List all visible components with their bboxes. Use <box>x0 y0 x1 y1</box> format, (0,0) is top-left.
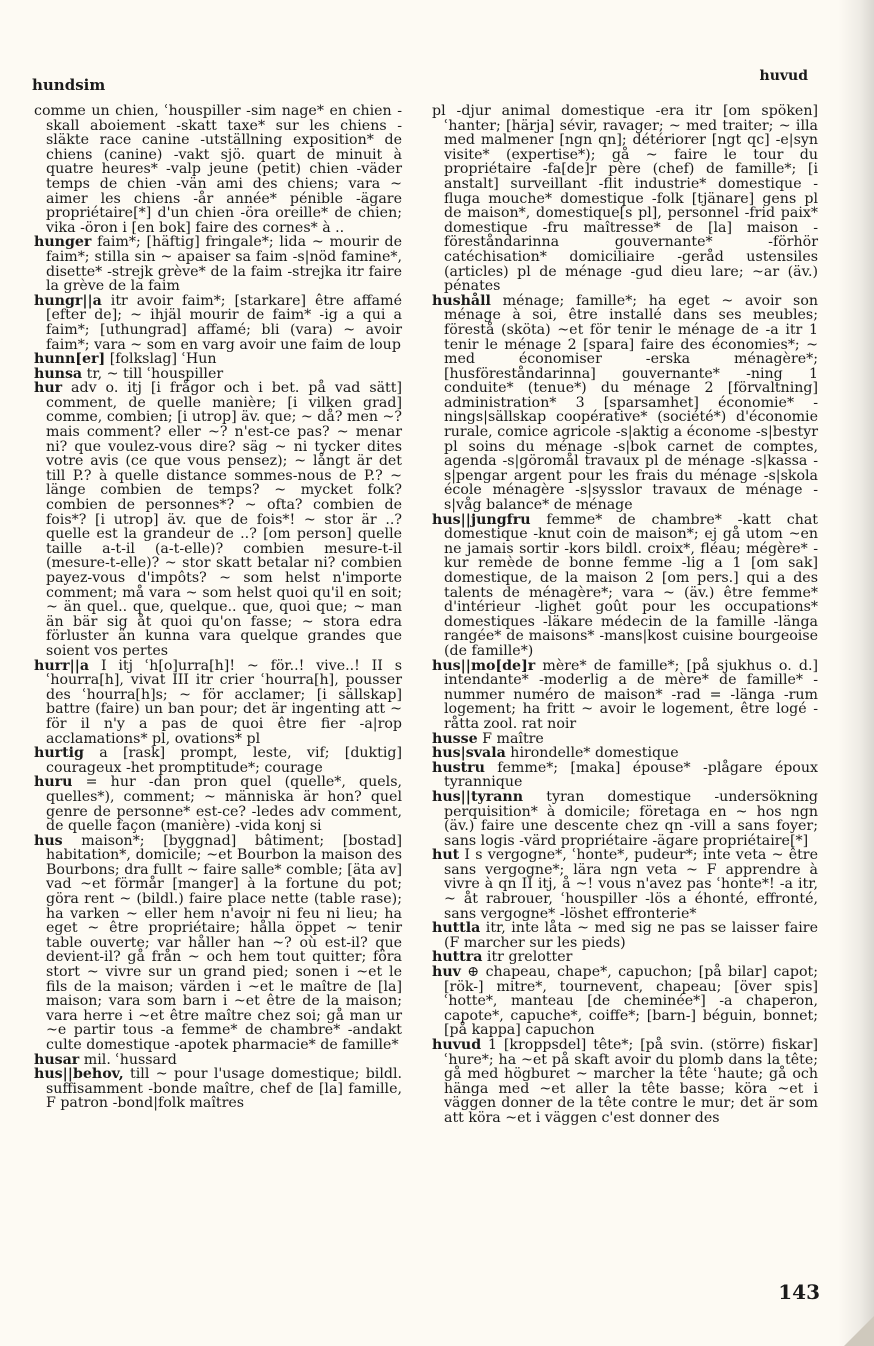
entry-definition: 1 [kroppsdel] tête*; [på svin. (större) fiskar] ʿhure*; ha ~et på skaft avoir du plomb dans la tête; gå med högburet ~ marcher la tête ʿhaute; gå och hänga med ~et aller la tête basse; köra ~et i väggen donner de la tête contre le mur; det är som att köra ~et i väggen c'est donner des <box>444 1037 818 1126</box>
entry-definition: itr, inte låta ~ med sig ne pas se laisser faire (F marcher sur les pieds) <box>444 920 818 951</box>
entry-headword: hus <box>34 832 63 849</box>
entry-definition: pl -djur animal domestique -era itr [om spöken] ʿhanter; [härja] sévir, ravager; ~ med traiter; ~ illa med malmener [ngn qn]; détériorer [ngt qc] -e|syn visite* (expertise*); gå ~ faire le tour du propriétaire -fa[de]r père (chef) de famille*; [i anstalt] surveillant -flit industrie* domestique -fluga mouche* domestique -folk [tjänare] gens pl de maison*, domestique[s pl], personnel -frid paix* domestique -fru maîtresse* de [la] maison -föreståndarinna gouvernante* -förhör catéchisation* domiciliaire -geråd ustensiles (articles) pl de ménage -gud dieu lare; ~ar (äv.) pénates <box>432 103 818 295</box>
entry-definition: maison*; [byggnad] bâtiment; [bostad] habitation*, domicile; ~et Bourbon la maison des Bourbons; dra fullt ~ faire salle* comble; [äta av] vad ~et förmår [manger] à la fortune du pot; göra rent ~ (bildl.) faire place nette (table rase); ha varken ~ eller hem n'avoir ni feu ni lieu; ha eget ~ être propriétaire; hålla öppet ~ tenir table ouverte; var håller han ~? où est-il? que devient-il? gå från ~ och hem tout quitter; föra stort ~ vivre sur un grand pied; sonen i ~et le fils de la maison; värden i ~et le maître de [la] maison; vara som barn i ~et être de la maison; vara herre i ~et être maître chez soi; gå man ur ~e partir tous -a femme* de chambre* -andakt culte domestique -apotek pharmacie* de famille* <box>46 832 402 1053</box>
entry-headword: hus||behov, <box>34 1066 124 1083</box>
dictionary-entry <box>432 848 818 921</box>
dictionary-entry <box>432 921 818 950</box>
entry-headword: husar <box>34 1051 80 1068</box>
entry-headword: hurr||a <box>34 657 90 674</box>
dictionary-entry <box>34 235 402 293</box>
dictionary-entry <box>34 1067 402 1111</box>
entry-headword: hus||mo[de]r <box>432 657 536 674</box>
entry-headword: hunsa <box>34 365 83 382</box>
dictionary-entry <box>34 381 402 658</box>
dictionary-entry <box>34 1053 402 1068</box>
entry-headword: huttra <box>432 949 483 966</box>
entry-headword: hus||tyrann <box>432 788 524 805</box>
entry-definition: mil. ʿhussard <box>79 1051 177 1068</box>
entry-definition: ⊕ chapeau, chape*, capuchon; [på bilar] capot; [rök-] mitre*, tournevent, chapeau; [över spis] ʿhotte*, manteau [de cheminée*] -a chaperon, capote*, capuche*, coiffe*; [barn-] béguin, bonnet; [på kappa] capuchon <box>444 964 818 1039</box>
entry-headword: hungr||a <box>34 292 102 309</box>
entry-definition: I s vergogne*, ʿhonte*, pudeur*; inte veta ~ être sans vergogne*; lära ngn veta ~ F apprendre à vivre à qn II itj, å ~! vous n'avez pas ʿhonte*! -a itr, ~ åt rabrouer, ʿhouspiller -lös a éhonté, effronté, sans vergogne* -löshet effronterie* <box>444 847 818 922</box>
dictionary-entry <box>34 352 402 367</box>
entry-headword: hurtig <box>34 745 84 762</box>
entry-definition: [folkslag] ʿHun <box>105 351 217 368</box>
dictionary-entry <box>34 659 402 747</box>
entry-definition: itr avoir faim*; [starkare] être affamé [efter de]; ~ ihjäl mourir de faim* -ig a qui a faim*; [uthungrad] affamé; bli (vara) ~ avoir faim*; vara ~ som en varg avoir une faim de loup <box>46 292 402 353</box>
dictionary-entry <box>432 732 818 747</box>
running-head-right: huvud <box>759 68 808 84</box>
entry-definition: adv o. itj [i frågor och i bet. på vad sätt] comment, de quelle manière; [i vilken grad] comme, combien; [i utrop] äv. que; ~ då? men ~? mais comment? eller ~? n'est-ce pas? ~ menar ni? que voulez-vous dire? säg ~ ni tycker dites votre avis (ce que vous pensez); ~ långt är det till P.? à quelle distance sommes-nous de P.? ~ länge combien de temps? ~ mycket folk? combien de personnes*? ~ ofta? combien de fois*? [i utrop] äv. que de fois*! ~ stor är ..? quelle est la grandeur de ..? [om person] quelle taille a-t-il (a-t-elle)? combien mesure-t-il (mesure-t-elle)? ~ stor skatt betalar ni? combien payez-vous d'impôts? ~ som helst n'importe comment; må vara ~ som helst quoi qu'il en soit; ~ än quel.. que, quelque.. que, quoi que; ~ man än bär sig åt quoi qu'on fasse; ~ stora edra förluster än kunna vara quelque grandes que soient vos pertes <box>46 380 402 659</box>
running-head-left: hundsim <box>32 76 106 94</box>
entry-headword: hushåll <box>432 292 491 309</box>
entry-definition: faim*; [häftig] fringale*; lida ~ mourir de faim*; stilla sin ~ apaiser sa faim -s|nöd famine*, disette* -strejk grève* de la faim -strejka itr faire la grève de la faim <box>46 234 402 295</box>
entry-definition: till ~ pour l'usage domestique; bildl. suffisamment -bonde maître, chef de [la] famille, F patron -bond|folk maîtres <box>46 1066 402 1112</box>
dictionary-entry <box>432 746 818 761</box>
entry-definition: comme un chien, ʿhouspiller -sim nage* en chien -skall aboiement -skatt taxe* sur les chiens -släkte race canine -utställning exposition* de chiens (canine) -vakt sjö. quart de minuit à quatre heures* -valp jeune (petit) chien -väder temps de chien -vän ami des chiens; vara ~ aimer les chiens -år année* pénible -ägare propriétaire[*] d'un chien -öra oreille* de chien; vika -öron i [en bok] faire des cornes* à .. <box>34 103 402 236</box>
entry-headword: huru <box>34 774 73 791</box>
right-column <box>432 104 818 1126</box>
dictionary-entry <box>34 746 402 775</box>
entry-headword: husse <box>432 730 478 747</box>
dictionary-entry <box>432 761 818 790</box>
entry-definition: F maître <box>477 730 544 747</box>
page-number: 143 <box>778 1280 820 1304</box>
entry-headword: huttla <box>432 920 481 937</box>
dictionary-entry <box>34 834 402 1053</box>
entry-headword: hur <box>34 380 63 397</box>
dictionary-entry <box>432 513 818 659</box>
dictionary-entry <box>432 790 818 848</box>
dictionary-entry <box>432 104 818 294</box>
entry-definition: mère* de famille*; [på sjukhus o. d.] intendante* -moderlig a de mère* de famille* -nummer numéro de maison* -rad = -länga -rum logement; ha fritt ~ avoir le logement, être logé -råtta zool. rat noir <box>444 657 818 732</box>
entry-definition: femme* de chambre* -katt chat domestique -knut coin de maison*; ej gå utom ~en ne jamais sortir -kors bildl. croix*, fléau; mégère* -kur remède de bonne femme -lig a 1 [om sak] domestique, de la maison 2 [om pers.] qui a des talents de ménagère*; vara ~ (äv.) être femme* d'intérieur -lighet goût pour les occupations* domestiques -läkare médecin de la famille -länga rangée* de maisons* -mans|kost cuisine bourgeoise (de famille*) <box>444 511 818 659</box>
entry-headword: huvud <box>432 1037 482 1053</box>
entry-definition: femme*; [maka] épouse* -plågare époux tyrannique <box>444 759 818 791</box>
page-edge-shadow <box>838 0 874 1346</box>
entry-headword: hunger <box>34 234 92 251</box>
entry-definition: = hur -dan pron quel (quelle*, quels, quelles*), comment; ~ människa är hon? quel genre de personne* est-ce? -ledes adv comment, de quelle façon (manière) -vida konj si <box>46 774 402 835</box>
dictionary-entry <box>34 294 402 352</box>
dictionary-entry <box>432 965 818 1038</box>
left-column <box>34 104 402 1111</box>
entry-headword: hut <box>432 847 460 864</box>
entry-definition: ménage; famille*; ha eget ~ avoir son ménage à soi, être installé dans ses meubles; förestå (sköta) ~et för tenir le ménage de -a itr 1 tenir le ménage 2 [spara] faire des économies*; ~ med économiser -erska ménagère*; [husföreståndarinna] gouvernante* -ning 1 conduite* (tenue*) du ménage 2 [förvaltning] administration* 3 [sparsamhet] économie* -nings|sällskap coopérative* (société*) d'économie rurale, comice agricole -s|aktig a économe -s|bestyr pl soins du ménage -s|bok carnet de comptes, agenda -s|göromål travaux pl de ménage -s|kassa -s|pengar argent pour les frais du ménage -s|skola école ménagère -s|sysslor travaux de ménage -s|våg balance* de ménage <box>444 292 818 514</box>
entry-definition: tr, ~ till ʿhouspiller <box>82 365 224 382</box>
dictionary-entry <box>432 950 818 965</box>
dictionary-entry <box>432 659 818 732</box>
entry-headword: hus||jungfru <box>432 511 531 528</box>
page-corner <box>844 1316 874 1346</box>
dictionary-entry <box>432 1038 818 1126</box>
entry-definition: tyran domestique -undersökning perquisition* à domicile; företaga en ~ hos ngn (äv.) faire une descente chez qn -vill a sans foyer; sans logis -värd propriétaire -ägare propriétaire[*] <box>444 788 818 849</box>
entry-headword: hustru <box>432 759 485 776</box>
dictionary-entry <box>34 104 402 235</box>
entry-headword: hus|svala <box>432 745 506 762</box>
entry-headword: hunn[er] <box>34 351 106 368</box>
entry-headword: huv <box>432 964 461 981</box>
dictionary-entry <box>34 775 402 833</box>
entry-definition: a [rask] prompt, leste, vif; [duktig] courageux -het promptitude*; courage <box>46 745 402 776</box>
entry-definition: I itj ʿh[o]urra[h]! ~ för..! vive..! II s ʿhourra[h], vivat III itr crier ʿhourra[h], pousser des ʿhourra[h]s; ~ för acclamer; [i sällskap] battre (faire) un ban pour; det är ingenting att ~ för il n'y a pas de quoi être fier -a|rop acclamations* pl, ovations* pl <box>46 657 402 747</box>
entry-definition: itr grelotter <box>482 949 573 966</box>
entry-definition: hirondelle* domestique <box>505 745 679 762</box>
dictionary-entry <box>432 294 818 513</box>
